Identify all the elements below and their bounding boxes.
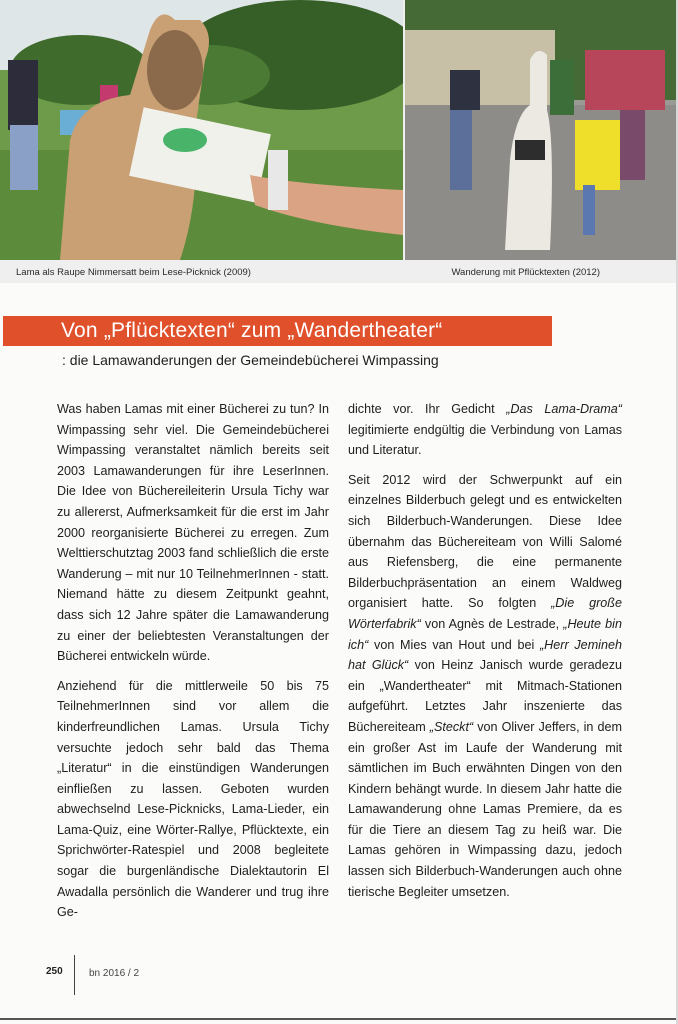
- book-title: „Herr Jemineh hat Glück“: [348, 637, 622, 673]
- photo-strip: [0, 0, 678, 283]
- text-run: Seit 2012 wird der Schwerpunkt auf ein einzelnes Bilderbuch gelegt und es entwickelten sich Bilderbuch-Wanderungen. Diese Idee übernahm das Büchereiteam von Willi Salomé aus Riefensberg, die eine permanente Bilderbuchpräsentation an einem Waldweg organisiert hatte. So folgten: [348, 472, 622, 611]
- photo-llama-picnic: [0, 0, 403, 260]
- photo-llama-walk-image: [405, 0, 678, 260]
- book-title: „Heute bin ich“: [348, 616, 622, 652]
- paragraph: [348, 399, 622, 461]
- article-title: Von „Pflücktexten“ zum „Wandertheater“: [61, 319, 443, 342]
- paragraph: [57, 399, 329, 667]
- journal-issue: bn 2016 / 2: [89, 968, 140, 979]
- photo-caption-right: Wanderung mit Pflücktexten (2012): [451, 267, 600, 278]
- article-column-right: [348, 399, 622, 911]
- text-run: legitimierte endgültig die Verbindung von Lamas und Literatur.: [348, 422, 622, 458]
- photo-llama-walk: [405, 0, 678, 260]
- paragraph: [57, 676, 329, 923]
- text-run: dichte vor. Ihr Gedicht: [348, 402, 507, 416]
- page-bottom-edge: [0, 1018, 678, 1020]
- article-column-left: [57, 399, 329, 932]
- text-run: Was haben Lamas mit einer Bücherei zu tun? In Wimpassing sehr viel. Die Gemeindebücherei Wimpassing veranstaltet nämlich bereits seit 2003 Lamawanderungen für ihre LeserInnen. Die Idee von Büchereileiterin Ursula Tichy war zu allererst, Aufmerksamkeit für die erst im Jahr 2000 reorganisierte Bücherei zu erregen. Zum Welttierschutztag 2003 fand schließlich die erste Wanderung – mit nur 10 TeilnehmerInnen - statt. Niemand hätte zu diesem Zeitpunkt geahnt, dass sich 12 Jahre später die Lamawanderung zu einer der beliebtesten Veranstaltungen der Bücherei entwickeln würde.: [57, 402, 329, 664]
- poem-title: „Das Lama-Drama“: [506, 402, 622, 416]
- photo-caption-left: Lama als Raupe Nimmersatt beim Lese-Picknick (2009): [16, 267, 251, 278]
- text-run: von Mies van Hout und bei: [368, 637, 540, 652]
- photo-llama-picnic-image: [0, 0, 403, 260]
- article-subtitle: : die Lamawanderungen der Gemeindebücherei Wimpassing: [62, 352, 439, 368]
- book-title: „Steckt“: [429, 719, 474, 734]
- page-number: 250: [46, 966, 63, 977]
- paragraph: [348, 470, 622, 902]
- article-title-bar: [3, 316, 552, 346]
- text-run: von Heinz Janisch wurde geradezu ein „Wandertheater“ mit Mitmach-Stationen aufgeführt. Letztes Jahr inszenierte das Büchereiteam: [348, 658, 622, 734]
- book-title: „Die große Wörterfabrik“: [348, 596, 622, 631]
- text-run: von Agnès de Lestrade,: [420, 616, 564, 631]
- text-run: Anziehend für die mittlerweile 50 bis 75 TeilnehmerInnen sind vor allem die kinderfreundlichen Lamas. Ursula Tichy versuchte jedoch sehr bald das Thema „Literatur“ in die einstündigen Wanderungen einfließen zu lassen. Geboten wurden abwechselnd Lese-Picknicks, Lama-Lieder, ein Lama-Quiz, eine Wörter-Rallye, Pflücktexte, ein Sprichwörter-Ratespiel und 2008 begleitete sogar die burgenländische Dialektautorin El Awadalla persönlich die Wanderer und trug ihre Ge-: [57, 678, 329, 920]
- footer-divider: [74, 955, 75, 995]
- text-run: von Oliver Jeffers, in dem ein großer Ast im Laufe der Wanderung mit sämtlichen im Buch erwähnten Dingen von den Kindern behängt wurde. In diesem Jahr hatte die Lamawanderung ohne Lamas Premiere, da es für die Tiere an diesem Tag zu heiß war. Die Lamas gehören in Wimpassing dazu, jedoch lassen sich Bilderbuch-Wanderungen auch ohne tierische Begleiter umsetzen.: [348, 719, 622, 899]
